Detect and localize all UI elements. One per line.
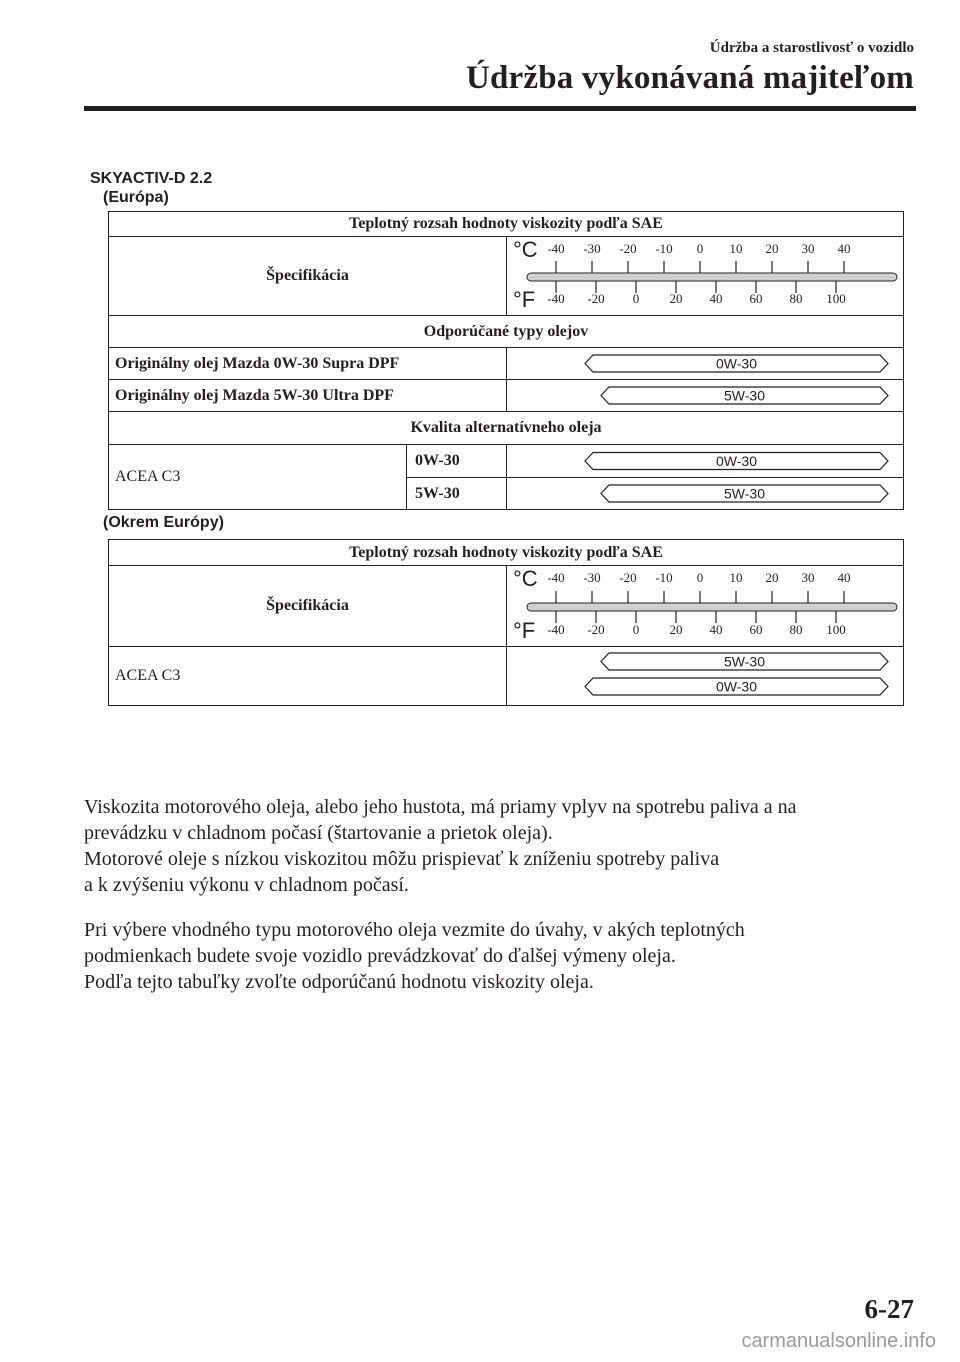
celsius-unit: °C xyxy=(513,237,538,262)
recommended-header: Odporúčané typy olejov xyxy=(109,316,904,348)
fahrenheit-tick-label: -40 xyxy=(547,622,565,637)
viscosity-bar-5w30 xyxy=(507,380,904,411)
fahrenheit-tick-label: 40 xyxy=(709,622,723,637)
celsius-tick-label: 20 xyxy=(765,241,779,256)
temperature-bar xyxy=(527,603,897,611)
fahrenheit-tick-label: 80 xyxy=(789,622,803,637)
fahrenheit-unit: °F xyxy=(513,287,536,312)
celsius-tick-label: 0 xyxy=(696,241,704,256)
viscosity-grade-label: 0W-30 xyxy=(716,453,757,469)
celsius-unit: °C xyxy=(513,566,538,591)
fahrenheit-tick-label: -40 xyxy=(547,291,565,306)
alt-spec-label: ACEA C3 xyxy=(109,445,407,510)
alt-spec-label: ACEA C3 xyxy=(109,647,507,706)
text-line: Viskozita motorového oleja, alebo jeho hustota, má priamy vplyv na spotrebu paliva a na xyxy=(84,796,797,818)
celsius-tick-label: 10 xyxy=(729,241,743,256)
celsius-tick-label: 0 xyxy=(696,570,704,585)
celsius-tick-label: 30 xyxy=(801,241,815,256)
range-cell xyxy=(507,445,904,478)
celsius-tick-label: -40 xyxy=(547,241,565,256)
fahrenheit-unit: °F xyxy=(513,618,536,643)
temperature-scale-cell xyxy=(507,566,904,647)
celsius-tick-label: 40 xyxy=(837,570,851,585)
text-line: Podľa tejto tabuľky zvoľte odporúčanú hodnotu viskozity oleja. xyxy=(84,971,594,993)
page-title: Údržba vykonávaná majiteľom xyxy=(465,60,914,96)
viscosity-grade-label: 0W-30 xyxy=(716,678,757,695)
fahrenheit-tick-label: 40 xyxy=(709,291,723,306)
celsius-tick-label: -10 xyxy=(655,570,673,585)
table-title: Teplotný rozsah hodnoty viskozity podľa SAE xyxy=(109,540,904,566)
text-line: Motorové oleje s nízkou viskozitou môžu prispievať k zníženiu spotreby paliva xyxy=(84,848,720,870)
fahrenheit-tick-label: 20 xyxy=(669,291,683,306)
section-header: Údržba a starostlivosť o vozidlo xyxy=(709,40,914,56)
fahrenheit-tick-label: 20 xyxy=(669,622,683,637)
fahrenheit-tick-label: 80 xyxy=(789,291,803,306)
paragraph-selection xyxy=(84,917,916,995)
alt-grade-5w30: 5W-30 xyxy=(407,478,507,510)
region-caption-europe: (Európa) xyxy=(103,189,169,206)
fahrenheit-tick-label: 60 xyxy=(749,622,763,637)
celsius-tick-label: 10 xyxy=(729,570,743,585)
viscosity-bar-0w30 xyxy=(507,348,904,379)
fahrenheit-tick-label: 100 xyxy=(826,291,846,306)
range-cell xyxy=(507,478,904,510)
viscosity-grade-label: 5W-30 xyxy=(724,387,765,404)
oil-name-0w30: Originálny olej Mazda 0W-30 Supra DPF xyxy=(109,348,507,380)
viscosity-bar-5w30 xyxy=(507,478,904,509)
viscosity-bar-0w30 xyxy=(507,445,904,477)
fahrenheit-tick-label: -20 xyxy=(587,622,605,637)
spec-label: Špecifikácia xyxy=(109,237,507,316)
text-line: podmienkach budete svoje vozidlo prevádzkovať do ďalšej výmeny oleja. xyxy=(84,945,676,967)
temperature-scale xyxy=(507,566,904,646)
table-title: Teplotný rozsah hodnoty viskozity podľa SAE xyxy=(109,212,904,237)
text-line: a k zvýšeniu výkonu v chladnom počasí. xyxy=(84,874,409,896)
temperature-scale xyxy=(507,237,904,315)
engine-caption: SKYACTIV-D 2.2 xyxy=(90,170,213,187)
alt-grade-0w30: 0W-30 xyxy=(407,445,507,478)
fahrenheit-tick-label: 60 xyxy=(749,291,763,306)
region-caption-other: (Okrem Európy) xyxy=(103,514,224,531)
viscosity-table-europe xyxy=(108,211,904,510)
celsius-tick-label: 20 xyxy=(765,570,779,585)
temperature-bar xyxy=(527,273,897,281)
range-cell xyxy=(507,380,904,412)
watermark: carmanualsonline.info xyxy=(741,1330,936,1352)
celsius-tick-label: 40 xyxy=(837,241,851,256)
celsius-tick-label: -20 xyxy=(619,241,637,256)
range-cell xyxy=(507,348,904,380)
range-cell xyxy=(507,647,904,706)
oil-name-5w30: Originálny olej Mazda 5W-30 Ultra DPF xyxy=(109,380,507,412)
celsius-tick-label: -40 xyxy=(547,570,565,585)
fahrenheit-tick-label: 0 xyxy=(632,291,640,306)
celsius-tick-label: 30 xyxy=(801,570,815,585)
celsius-tick-label: -30 xyxy=(583,570,601,585)
viscosity-grade-label: 5W-30 xyxy=(724,485,765,502)
viscosity-grade-label: 0W-30 xyxy=(716,355,757,372)
viscosity-grade-label: 5W-30 xyxy=(724,653,765,670)
viscosity-bars xyxy=(507,647,904,705)
alternative-header: Kvalita alternatívneho oleja xyxy=(109,412,904,445)
celsius-tick-label: -30 xyxy=(583,241,601,256)
spec-label: Špecifikácia xyxy=(109,566,507,647)
fahrenheit-tick-label: -20 xyxy=(587,291,605,306)
fahrenheit-tick-label: 100 xyxy=(826,622,846,637)
text-line: Pri výbere vhodného typu motorového oleja vezmite do úvahy, v akých teplotných xyxy=(84,919,745,941)
paragraph-viscosity-intro xyxy=(84,794,916,898)
temperature-scale-cell xyxy=(507,237,904,316)
header-rule xyxy=(84,106,916,111)
celsius-tick-label: -20 xyxy=(619,570,637,585)
celsius-tick-label: -10 xyxy=(655,241,673,256)
viscosity-table-other xyxy=(108,539,904,706)
text-line: prevádzku v chladnom počasí (štartovanie a prietok oleja). xyxy=(84,822,553,844)
page-number: 6-27 xyxy=(864,1294,914,1324)
fahrenheit-tick-label: 0 xyxy=(632,622,640,637)
